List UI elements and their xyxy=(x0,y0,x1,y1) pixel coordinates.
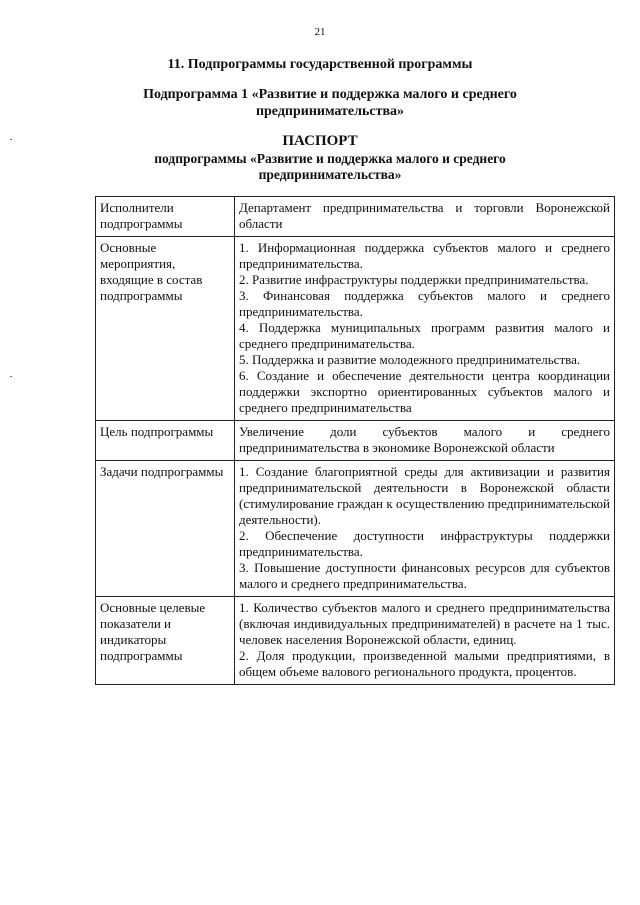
list-item: 1. Количество субъектов малого и среднего предпринимательства (включая индивидуальных предпринимателей) в расчете на 1 тыс. человек населения Воронежской области, единиц. xyxy=(239,600,610,647)
row-label: Основные целевые показатели и индикаторы подпрограммы xyxy=(96,597,235,685)
subprogram-title: Подпрограмма 1 «Развитие и поддержка малого и среднего предпринимательства» xyxy=(143,87,517,119)
row-label: Основные мероприятия, входящие в состав подпрограммы xyxy=(96,237,235,421)
row-value xyxy=(235,421,615,461)
table-row xyxy=(96,597,615,685)
list-item: 5. Поддержка и развитие молодежного предпринимательства. xyxy=(239,352,581,367)
row-value xyxy=(235,197,615,237)
scan-artifact xyxy=(10,139,12,140)
row-label: Исполнители подпрограммы xyxy=(96,197,235,237)
list-item: 3. Финансовая поддержка субъектов малого и среднего предпринимательства. xyxy=(239,288,610,319)
passport-heading: ПАСПОРТ xyxy=(282,133,358,149)
row-value xyxy=(235,237,615,421)
list-item: 6. Создание и обеспечение деятельности центра координации поддержки экспортно ориентированных субъектов малого и среднего предпринимательства xyxy=(239,368,610,415)
list-item: 4. Поддержка муниципальных программ развития малого и среднего предпринимательства. xyxy=(239,320,610,351)
row-label: Задачи подпрограммы xyxy=(96,461,235,597)
table-row xyxy=(96,237,615,421)
row-value xyxy=(235,597,615,685)
passport-subtitle: подпрограммы «Развитие и поддержка малого и среднего предпринимательства» xyxy=(154,151,506,182)
list-item: 2. Доля продукции, произведенной малыми предприятиями, в общем объеме валового регионального продукта, процентов. xyxy=(239,648,610,679)
row-value xyxy=(235,461,615,597)
list-item: 2. Обеспечение доступности инфраструктуры поддержки предпринимательства. xyxy=(239,528,610,559)
passport-table xyxy=(95,196,615,685)
list-item: Увеличение доли субъектов малого и среднего предпринимательства в экономике Воронежской области xyxy=(239,424,610,455)
table-row xyxy=(96,461,615,597)
section-title: 11. Подпрограммы государственной программы xyxy=(167,57,473,72)
list-item: Департамент предпринимательства и торговли Воронежской области xyxy=(239,200,610,231)
row-label: Цель подпрограммы xyxy=(96,421,235,461)
page-number: 21 xyxy=(314,26,326,38)
scan-artifact xyxy=(10,376,12,377)
list-item: 2. Развитие инфраструктуры поддержки предпринимательства. xyxy=(239,272,589,287)
list-item: 1. Информационная поддержка субъектов малого и среднего предпринимательства. xyxy=(239,240,610,271)
list-item: 3. Повышение доступности финансовых ресурсов для субъектов малого и среднего предпринимательства. xyxy=(239,560,610,591)
table-row xyxy=(96,197,615,237)
table-row xyxy=(96,421,615,461)
list-item: 1. Создание благоприятной среды для активизации и развития предпринимательской деятельности в Воронежской области (стимулирование граждан к осуществлению предпринимательской деятельности). xyxy=(239,464,610,527)
